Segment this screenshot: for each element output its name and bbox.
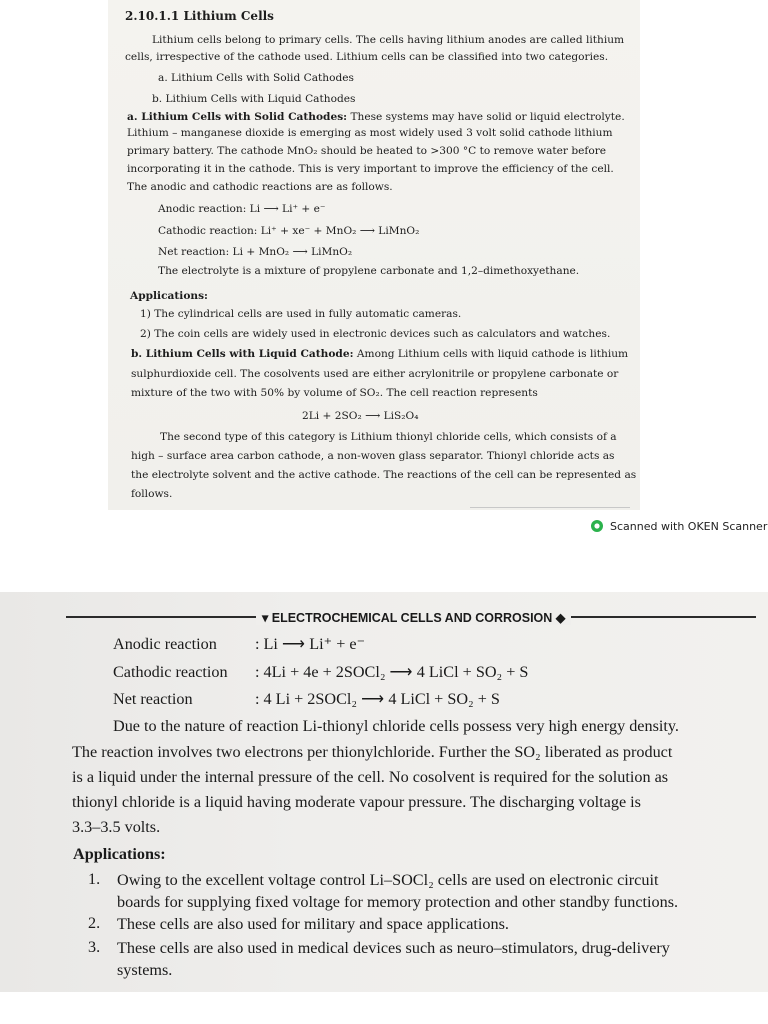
solid-cathode-line-1 (127, 111, 625, 124)
liquid-cathode-text: Among Lithium cells with liquid cathode is lithium (356, 348, 629, 360)
intro-line-1: Lithium cells belong to primary cells. The cells having lithium anodes are called lithium (152, 34, 625, 46)
solid-cathode-heading: a. Lithium Cells with Solid Cathodes: (127, 111, 348, 123)
paragraph-line-1: Due to the nature of reaction Li-thionyl chloride cells possess very high energy density. (113, 717, 679, 735)
liquid-cathode-line-1 (131, 348, 628, 361)
list-item-2: These cells are also used for military and space applications. (117, 915, 509, 933)
thionyl-line-3: the electrolyte solvent and the active cathode. The reactions of the cell can be represented as (131, 469, 637, 481)
net-reaction-eq: Net reaction: Li + MnO₂ ⟶ LiMnO₂ (158, 246, 353, 258)
liquid-cathode-line-2: sulphurdioxide cell. The cosolvents used are either acrylonitrile or propylene carbonate or (131, 368, 619, 380)
anodic-label: Anodic reaction (113, 635, 217, 653)
bottom-margin (0, 992, 768, 1024)
applications-heading-book: Applications: (73, 845, 166, 863)
scanner-watermark (590, 519, 767, 533)
anodic-equation: : Li ⟶ Li⁺ + e⁻ (255, 635, 366, 653)
running-header: ▾ ELECTROCHEMICAL CELLS AND CORROSION ◆ (256, 610, 571, 625)
thionyl-line-2: high – surface area carbon cathode, a non-woven glass separator. Thionyl chloride acts as (131, 450, 615, 462)
solid-cathode-line-2: Lithium – manganese dioxide is emerging as most widely used 3 volt solid cathode lithium (127, 127, 613, 139)
category-a: a. Lithium Cells with Solid Cathodes (158, 72, 354, 84)
list-item-3-line-1: These cells are also used in medical devices such as neuro–stimulators, drug-delivery (117, 939, 670, 957)
list-number-1: 1. (88, 870, 101, 888)
category-b: b. Lithium Cells with Liquid Cathodes (152, 93, 356, 105)
list-number-3: 3. (88, 938, 101, 956)
list-number-2: 2. (88, 914, 101, 932)
section-heading: 2.10.1.1 Lithium Cells (125, 9, 274, 23)
solid-cathode-line-5: The anodic and cathodic reactions are as follows. (127, 181, 393, 193)
net-label: Net reaction (113, 690, 193, 708)
solid-cathode-line-4: incorporating it in the cathode. This is very important to improve the efficiency of the cell. (127, 163, 614, 175)
scanner-label: Scanned with OKEN Scanner (610, 519, 768, 533)
thionyl-line-1: The second type of this category is Lithium thionyl chloride cells, which consists of a (160, 431, 617, 443)
electrolyte-text: The electrolyte is a mixture of propylene carbonate and 1,2–dimethoxyethane. (158, 265, 580, 277)
paragraph-line-2: The reaction involves two electrons per thionylchloride. Further the SO₂ liberated as product (72, 743, 673, 761)
solid-cathode-line-3: primary battery. The cathode MnO₂ should be heated to >300 °C to remove water before (127, 145, 607, 157)
oken-logo-icon (590, 519, 604, 533)
cathodic-label: Cathodic reaction (113, 663, 228, 681)
application-1: 1) The cylindrical cells are used in fully automatic cameras. (140, 308, 462, 320)
thionyl-line-4: follows. (131, 488, 173, 500)
list-item-1-line-1: Owing to the excellent voltage control Li–SOCl₂ cells are used on electronic circuit (117, 871, 659, 889)
sulphur-dioxide-eq: 2Li + 2SO₂ ⟶ LiS₂O₄ (302, 410, 419, 422)
application-2: 2) The coin cells are widely used in electronic devices such as calculators and watches. (140, 328, 611, 340)
cathodic-equation: : 4Li + 4e + 2SOCl₂ ⟶ 4 LiCl + SO₂ + S (255, 663, 529, 681)
divider (470, 507, 630, 508)
list-item-1-line-2: boards for supplying fixed voltage for memory protection and other standby functions. (117, 893, 679, 911)
net-equation: : 4 Li + 2SOCl₂ ⟶ 4 LiCl + SO₂ + S (255, 690, 500, 708)
anodic-reaction-eq: Anodic reaction: Li ⟶ Li⁺ + e⁻ (158, 203, 326, 215)
solid-cathode-text: These systems may have solid or liquid electrolyte. (350, 111, 625, 123)
paragraph-line-5: 3.3–3.5 volts. (72, 818, 161, 836)
book-page (0, 592, 768, 992)
cathodic-reaction-eq: Cathodic reaction: Li⁺ + xe⁻ + MnO₂ ⟶ LiMnO₂ (158, 225, 420, 237)
applications-heading: Applications: (130, 290, 208, 302)
intro-line-2: cells, irrespective of the cathode used. Lithium cells can be classified into two categories. (125, 51, 609, 63)
list-item-3-line-2: systems. (117, 961, 173, 979)
liquid-cathode-line-3: mixture of the two with 50% by volume of SO₂. The cell reaction represents (131, 387, 538, 399)
liquid-cathode-heading: b. Lithium Cells with Liquid Cathode: (131, 348, 354, 360)
paragraph-line-3: is a liquid under the internal pressure of the cell. No cosolvent is required for the solution as (72, 768, 669, 786)
paragraph-line-4: thionyl chloride is a liquid having moderate vapour pressure. The discharging voltage is (72, 793, 641, 811)
